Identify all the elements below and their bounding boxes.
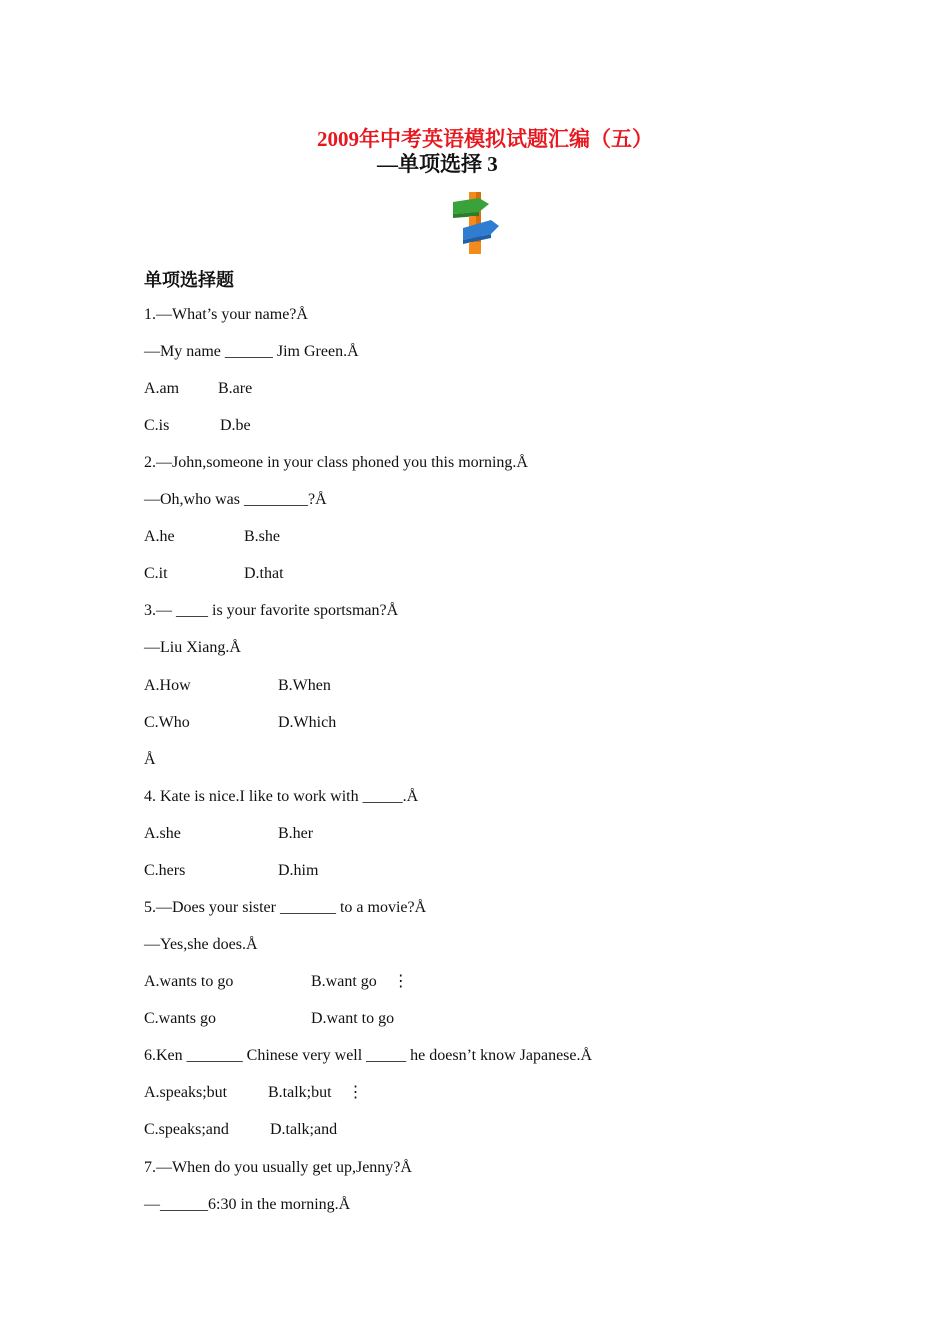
q5-prompt: 5.—Does your sister _______ to a movie?Å	[144, 899, 427, 916]
q6-option-c: C.speaks;and	[144, 1121, 229, 1138]
q5-option-d: D.want to go	[311, 1010, 395, 1027]
q5-reply: —Yes,she does.Å	[144, 936, 258, 953]
cross-arrow-logo-icon	[449, 188, 503, 256]
q3-option-a: A.How	[144, 677, 191, 694]
q2-option-c: C.it	[144, 565, 168, 582]
q3-option-b: B.When	[278, 677, 331, 694]
q4-prompt: 4. Kate is nice.I like to work with _____.Å	[144, 788, 419, 805]
q2-option-d: D.that	[244, 565, 284, 582]
q2-option-a: A.he	[144, 528, 175, 545]
q5-option-b: B.want go ⋮	[311, 973, 409, 990]
q4-option-b: B.her	[278, 825, 314, 842]
q3-option-c: C.Who	[144, 714, 190, 731]
q1-option-c: C.is	[144, 417, 170, 434]
q3-option-d: D.Which	[278, 714, 337, 731]
q1-reply: —My name ______ Jim Green.Å	[144, 343, 359, 360]
q3-prompt: 3.— ____ is your favorite sportsman?Å	[144, 602, 399, 619]
q2-reply: —Oh,who was ________?Å	[144, 491, 327, 508]
q6-option-d: D.talk;and	[270, 1121, 338, 1138]
q6-option-b: B.talk;but ⋮	[268, 1084, 364, 1101]
q4-option-d: D.him	[278, 862, 319, 879]
q7-reply: —______6:30 in the morning.Å	[144, 1196, 351, 1213]
document-subtitle: —单项选择 3	[377, 152, 498, 176]
q5-option-a: A.wants to go	[144, 973, 234, 990]
stray-mark: Å	[144, 751, 156, 768]
q1-option-d: D.be	[220, 417, 251, 434]
q6-prompt: 6.Ken _______ Chinese very well _____ he doesn’t know Japanese.Å	[144, 1047, 593, 1064]
document-title: 2009年中考英语模拟试题汇编（五）	[317, 127, 653, 151]
q1-option-b: B.are	[218, 380, 253, 397]
section-heading: 单项选择题	[144, 270, 234, 290]
q7-prompt: 7.—When do you usually get up,Jenny?Å	[144, 1159, 412, 1176]
q6-option-a: A.speaks;but	[144, 1084, 228, 1101]
q2-option-b: B.she	[244, 528, 280, 545]
q4-option-c: C.hers	[144, 862, 186, 879]
q2-prompt: 2.—John,someone in your class phoned you this morning.Å	[144, 454, 528, 471]
q1-prompt: 1.—What’s your name?Å	[144, 306, 308, 323]
q5-option-c: C.wants go	[144, 1010, 216, 1027]
q4-option-a: A.she	[144, 825, 181, 842]
q3-reply: —Liu Xiang.Å	[144, 639, 241, 656]
q1-option-a: A.am	[144, 380, 180, 397]
